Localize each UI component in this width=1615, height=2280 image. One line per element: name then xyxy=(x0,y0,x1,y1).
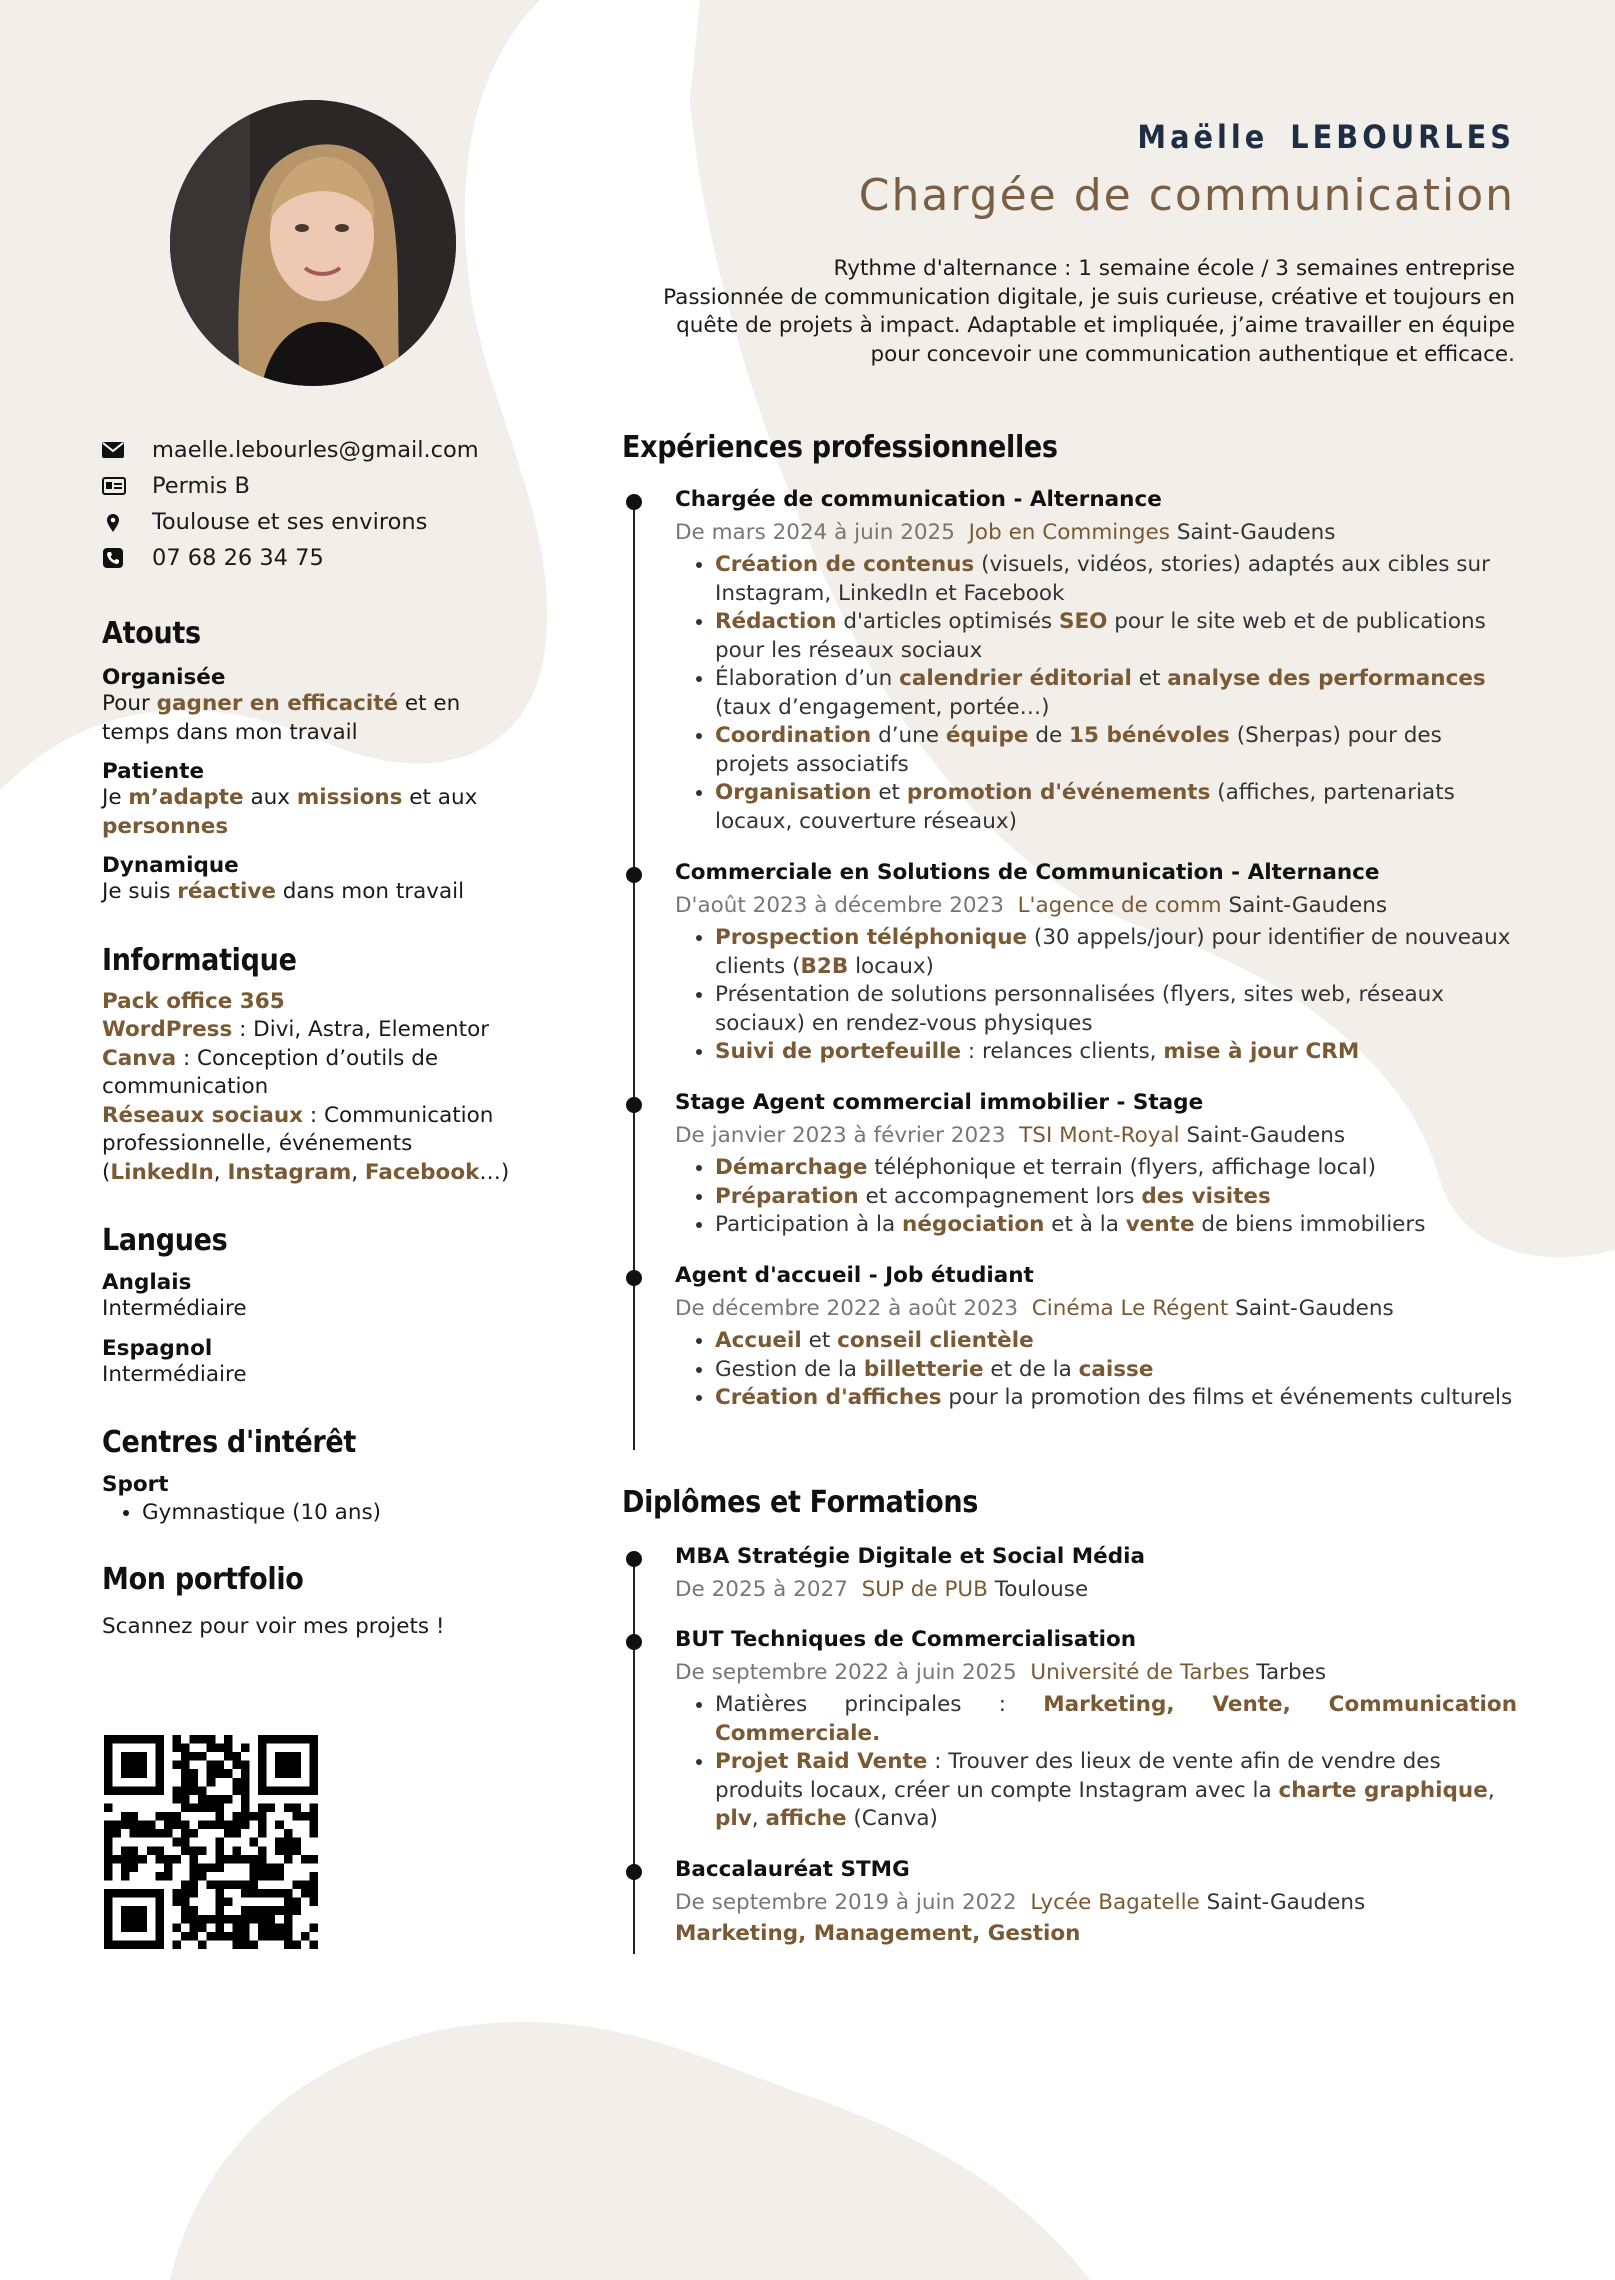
degree-meta: De septembre 2019 à juin 2022 Lycée Bagatelle Saint-Gaudens xyxy=(675,1890,1366,1915)
degree-bullets xyxy=(675,1691,1517,1834)
job-entry xyxy=(675,860,1517,1067)
profile-summary xyxy=(615,255,1515,369)
education-entry xyxy=(675,1627,1517,1834)
last-name: LEBOURLES xyxy=(1290,118,1515,156)
job-meta: De janvier 2023 à février 2023 TSI Mont-Royal Saint-Gaudens xyxy=(675,1123,1346,1148)
job-bullet: • Gestion de la billetterie et de la caisse xyxy=(715,1356,1517,1385)
education-entry xyxy=(675,1857,1517,1946)
interet-list xyxy=(102,1499,522,1528)
profile-photo xyxy=(170,100,456,386)
summary-line: Passionnée de communication digitale, je suis curieuse, créative et toujours en xyxy=(663,284,1515,310)
phone-text: 07 68 26 34 75 xyxy=(152,545,324,571)
langue-name: Espagnol xyxy=(102,1335,213,1361)
langues-heading: Langues xyxy=(102,1223,228,1258)
job-bullet: • Participation à la négociation et à la vente de biens immobiliers xyxy=(715,1211,1517,1240)
job-bullet: • Présentation de solutions personnalisées (flyers, sites web, réseaux sociaux) en rendez-vous physiques xyxy=(715,981,1517,1038)
job-bullet: • Préparation et accompagnement lors des visites xyxy=(715,1183,1517,1212)
langue-level: Intermédiaire xyxy=(102,1296,247,1321)
timeline-dot xyxy=(626,1097,642,1113)
timeline-dot xyxy=(626,1551,642,1567)
interet-category: Sport xyxy=(102,1472,169,1497)
langue-name: Anglais xyxy=(102,1270,192,1295)
job-bullets xyxy=(675,924,1517,1067)
atout-label: Dynamique xyxy=(102,853,239,878)
langue-item xyxy=(102,1336,522,1390)
license-text: Permis B xyxy=(152,473,250,499)
atout-patiente xyxy=(102,759,522,841)
degree-meta: De 2025 à 2027 SUP de PUB Toulouse xyxy=(675,1577,1089,1602)
atout-text: Je suis réactive dans mon travail xyxy=(102,879,465,904)
degree-meta: De septembre 2022 à juin 2025 Université de Tarbes Tarbes xyxy=(675,1660,1327,1685)
interets-heading: Centres d'intérêt xyxy=(102,1425,357,1460)
degree-subjects: Marketing, Management, Gestion xyxy=(675,1921,1081,1946)
map-pin-icon xyxy=(102,511,152,533)
informatique-heading: Informatique xyxy=(102,942,297,978)
job-meta: D'août 2023 à décembre 2023 L'agence de comm Saint-Gaudens xyxy=(675,893,1388,918)
phone-icon xyxy=(102,547,152,569)
job-title: Stage Agent commercial immobilier - Stage xyxy=(675,1090,1204,1115)
skill-pack-office: Pack office 365 xyxy=(102,988,285,1014)
job-title: Chargée de communication xyxy=(858,170,1515,221)
skill-reseaux-sociaux: Réseaux sociaux : Communication professionnelle, événements (LinkedIn, Instagram, Facebook…) xyxy=(102,1102,510,1185)
job-meta: De décembre 2022 à août 2023 Cinéma Le Régent Saint-Gaudens xyxy=(675,1296,1394,1321)
timeline-dot xyxy=(626,1864,642,1880)
atout-dynamique xyxy=(102,853,522,907)
degree-bullet: • Projet Raid Vente : Trouver des lieux de vente afin de vendre des produits locaux, créer un compte Instagram avec la charte graphique, plv, affiche (Canva) xyxy=(715,1748,1517,1834)
job-entry xyxy=(675,1263,1517,1413)
degree-title: Baccalauréat STMG xyxy=(675,1857,910,1882)
degree-title: MBA Stratégie Digitale et Social Média xyxy=(675,1544,1145,1569)
summary-line: Rythme d'alternance : 1 semaine école / 3 semaines entreprise xyxy=(833,256,1515,281)
job-title: Commerciale en Solutions de Communication - Alternance xyxy=(675,860,1380,885)
contact-license xyxy=(102,468,522,504)
interet-item: • Gymnastique (10 ans) xyxy=(142,1499,522,1528)
job-bullet: • Prospection téléphonique (30 appels/jour) pour identifier de nouveaux clients (B2B locaux) xyxy=(715,924,1517,981)
id-card-icon xyxy=(102,477,152,495)
contact-location xyxy=(102,504,522,540)
langue-item xyxy=(102,1270,522,1324)
education-timeline xyxy=(633,1552,635,1954)
contact-email[interactable] xyxy=(102,432,522,468)
job-bullet: • Démarchage téléphonique et terrain (flyers, affichage local) xyxy=(715,1154,1517,1183)
job-bullet: • Création de contenus (visuels, vidéos, stories) adaptés aux cibles sur Instagram, LinkedIn et Facebook xyxy=(715,551,1517,608)
education-heading: Diplômes et Formations xyxy=(622,1485,979,1520)
left-column xyxy=(102,432,522,1641)
atouts-heading: Atouts xyxy=(102,616,201,651)
langue-level: Intermédiaire xyxy=(102,1361,247,1387)
atout-text: Pour gagner en efficacité et en temps dans mon travail xyxy=(102,691,461,745)
summary-line: quête de projets à impact. Adaptable et impliquée, j’aime travailler en équipe xyxy=(676,313,1515,339)
timeline-dot xyxy=(626,494,642,510)
job-bullet: • Rédaction d'articles optimisés SEO pour le site web et de publications pour les réseaux sociaux xyxy=(715,608,1517,665)
portfolio-qr-code[interactable] xyxy=(104,1735,318,1949)
skill-wordpress: WordPress : Divi, Astra, Elementor xyxy=(102,1017,490,1042)
informatique-list xyxy=(102,988,522,1188)
timeline-dot xyxy=(626,867,642,883)
job-bullet: • Accueil et conseil clientèle xyxy=(715,1327,1517,1356)
experience-heading: Expériences professionnelles xyxy=(622,430,1058,465)
job-bullet: • Création d'affiches pour la promotion des films et événements culturels xyxy=(715,1384,1517,1413)
atout-label: Organisée xyxy=(102,665,226,690)
summary-line: pour concevoir une communication authentique et efficace. xyxy=(870,341,1515,367)
portfolio-text: Scannez pour voir mes projets ! xyxy=(102,1613,445,1639)
job-bullet: • Élaboration d’un calendrier éditorial et analyse des performances (taux d’engagement, portée…) xyxy=(715,665,1517,722)
full-name xyxy=(1137,118,1515,156)
job-bullet: • Suivi de portefeuille : relances clients, mise à jour CRM xyxy=(715,1038,1517,1067)
job-bullets xyxy=(675,1327,1517,1413)
job-title: Agent d'accueil - Job étudiant xyxy=(675,1263,1034,1288)
first-name: Maëlle xyxy=(1137,118,1269,156)
job-bullets xyxy=(675,1154,1517,1240)
skill-canva: Canva : Conception d’outils de communication xyxy=(102,1045,439,1099)
education-entry xyxy=(675,1544,1517,1602)
job-meta: De mars 2024 à juin 2025 Job en Comminges Saint-Gaudens xyxy=(675,520,1336,545)
timeline-dot xyxy=(626,1634,642,1650)
envelope-icon xyxy=(102,442,152,458)
location-text: Toulouse et ses environs xyxy=(152,509,428,535)
job-bullet: • Organisation et promotion d'événements (affiches, partenariats locaux, couverture réseaux) xyxy=(715,779,1517,836)
degree-bullet: • Matières principales : Marketing, Vente, Communication Commerciale. xyxy=(715,1691,1517,1748)
atout-organisee xyxy=(102,665,522,747)
job-entry xyxy=(675,1090,1517,1240)
atout-text: Je m’adapte aux missions et aux personnes xyxy=(102,785,478,839)
degree-title: BUT Techniques de Commercialisation xyxy=(675,1627,1137,1652)
portfolio-heading: Mon portfolio xyxy=(102,1561,304,1597)
experience-timeline xyxy=(633,495,635,1450)
timeline-dot xyxy=(626,1270,642,1286)
email-text: maelle.lebourles@gmail.com xyxy=(152,437,479,463)
job-title: Chargée de communication - Alternance xyxy=(675,487,1162,512)
atout-label: Patiente xyxy=(102,759,205,784)
contact-phone[interactable] xyxy=(102,540,522,576)
job-entry xyxy=(675,487,1517,836)
job-bullet: • Coordination d’une équipe de 15 bénévoles (Sherpas) pour des projets associatifs xyxy=(715,722,1517,779)
job-bullets xyxy=(675,551,1517,836)
